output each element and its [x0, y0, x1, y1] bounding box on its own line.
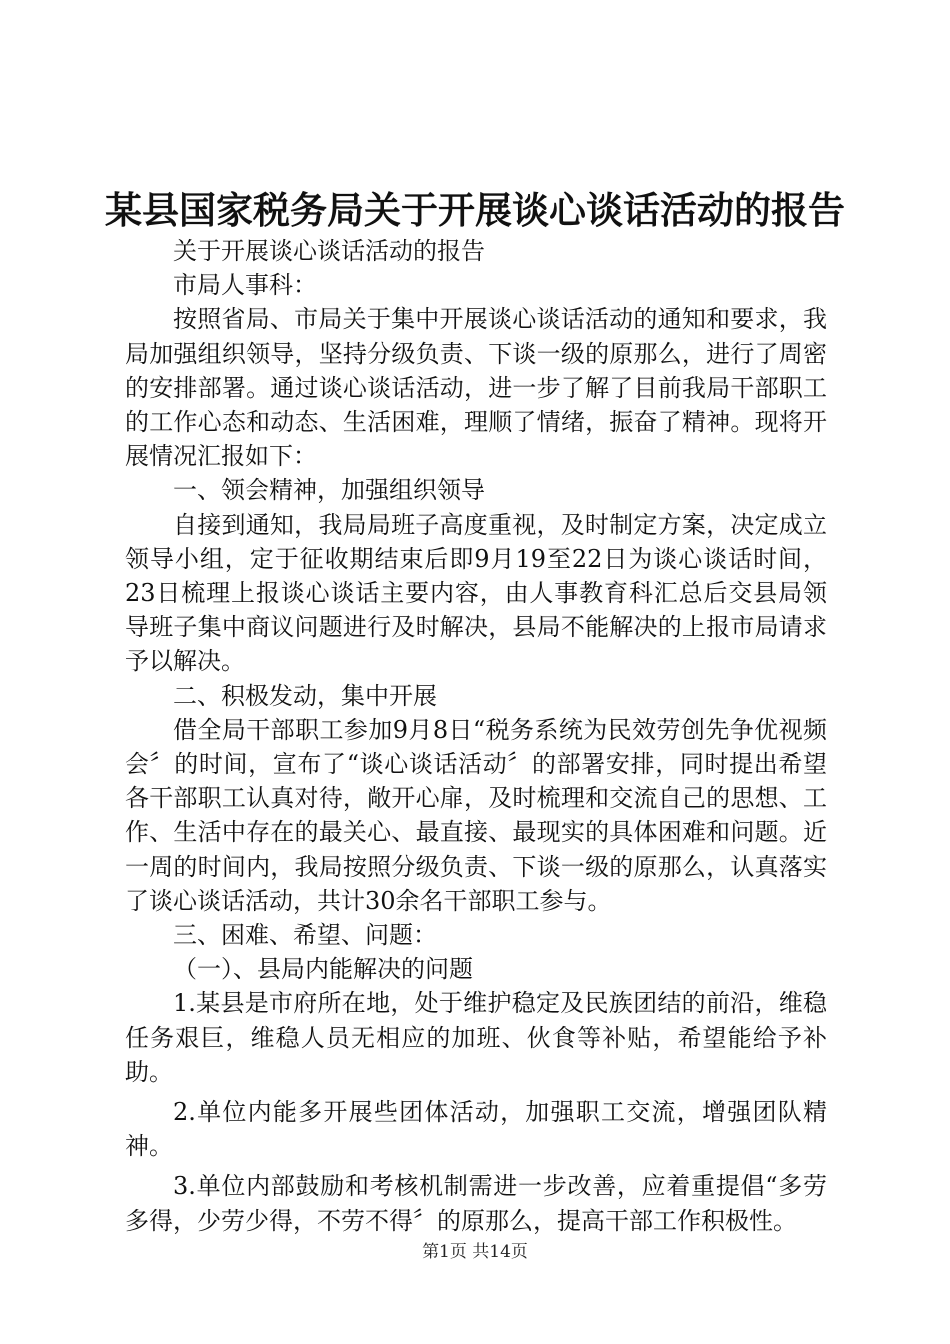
- body-paragraph-section-1: 自接到通知，我局局班子高度重视，及时制定方案，决定成立领导小组，定于征收期结束后即9月19至22日为谈心谈话时间，23日梳理上报谈心谈话主要内容，由人事教育科汇总后交县局领导班子集中商议问题进行及时解决，县局不能解决的上报市局请求予以解决。: [125, 510, 827, 676]
- report-subtitle: 关于开展谈心谈话活动的报告: [173, 237, 485, 265]
- addressee: 市局人事科：: [173, 271, 317, 300]
- section-heading-1: 一、领会精神，加强组织领导: [173, 476, 485, 505]
- body-paragraph-section-2: 借全局干部职工参加9月8日“税务系统为民效劳创先争优视频会〞的时间，宣布了“谈心谈话活动〞的部署安排，同时提出希望各干部职工认真对待，敞开心扉，及时梳理和交流自己的思想、工作、生活中存在的最关心、最直接、最现实的具体困难和问题。近一周的时间内，我局按照分级负责、下谈一级的原那么，认真落实了谈心谈话活动，共计30余名干部职工参与。: [125, 715, 827, 915]
- section-heading-3: 三、困难、希望、问题：: [173, 921, 437, 950]
- list-item-2: 2.单位内能多开展些团体活动，加强职工交流，增强团队精神。: [125, 1098, 827, 1161]
- section-heading-2: 二、积极发动，集中开展: [173, 681, 437, 710]
- subsection-heading: （一）、县局内能解决的问题: [173, 955, 473, 984]
- list-item-1: 1.某县是市府所在地，处于维护稳定及民族团结的前沿，维稳任务艰巨，维稳人员无相应的加班、伙食等补贴，希望能给予补助。: [125, 989, 827, 1086]
- list-item-3: 3.单位内部鼓励和考核机制需进一步改善，应着重提倡“多劳多得，少劳少得，不劳不得〞的原那么，提高干部工作积极性。: [125, 1172, 827, 1235]
- document-body: [125, 234, 827, 1238]
- page-number: 第1页 共14页: [422, 1242, 528, 1262]
- document-title: 某县国家税务局关于开展谈心谈话活动的报告: [105, 188, 845, 232]
- body-paragraph-intro: 按照省局、市局关于集中开展谈心谈话活动的通知和要求，我局加强组织领导，坚持分级负责、下谈一级的原那么，进行了周密的安排部署。通过谈心谈话活动，进一步了解了目前我局干部职工的工作心态和动态、生活困难，理顺了情绪，振奋了精神。现将开展情况汇报如下：: [125, 305, 827, 471]
